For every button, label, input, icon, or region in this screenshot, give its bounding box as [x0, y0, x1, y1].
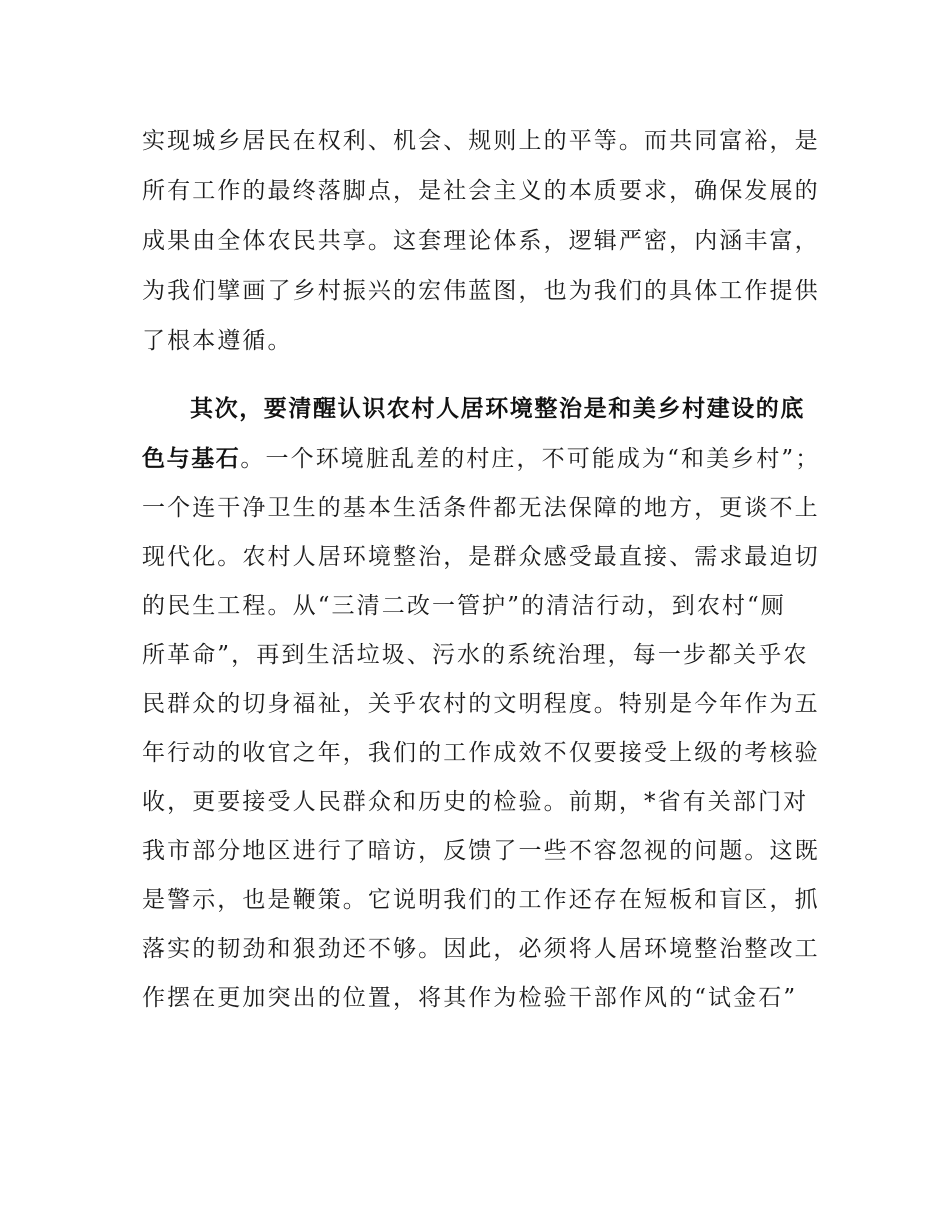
- paragraph-1-line-4: 为我们擘画了乡村振兴的宏伟蓝图，也为我们的具体工作提供: [142, 278, 820, 304]
- paragraph-2-line-3: 一个连干净卫生的基本生活条件都无法保障的地方，更谈不上: [142, 495, 820, 521]
- paragraph-2-line-13: 作摆在更加突出的位置，将其作为检验干部作风的“试金石”: [142, 985, 798, 1011]
- paragraph-2-line-5: 的民生工程。从“三清二改一管护”的清洁行动，到农村“厕: [142, 593, 786, 619]
- paragraph-2-heading-bold-end: 色与基石: [142, 446, 241, 472]
- paragraph-1-line-2: 所有工作的最终落脚点，是社会主义的本质要求，确保发展的: [142, 178, 820, 204]
- paragraph-1-line-3: 成果由全体农民共享。这套理论体系，逻辑严密，内涵丰富，: [142, 228, 820, 254]
- paragraph-2-line-11: 是警示，也是鞭策。它说明我们的工作还存在短板和盲区，抓: [142, 887, 820, 913]
- paragraph-2-line-2: [142, 444, 820, 474]
- paragraph-2-line-8: 年行动的收官之年，我们的工作成效不仅要接受上级的考核验: [142, 740, 820, 766]
- paragraph-2-line-7: 民群众的切身福祉，关乎农村的文明程度。特别是今年作为五: [142, 691, 820, 717]
- paragraph-2-line-12: 落实的韧劲和狠劲还不够。因此，必须将人居环境整治整改工: [142, 936, 820, 962]
- paragraph-2-line-2-rest: 。一个环境脏乱差的村庄，不可能成为“和美乡村”；: [240, 446, 821, 472]
- paragraph-2-heading-line-1: 其次，要清醒认识农村人居环境整治是和美乡村建设的底: [190, 396, 805, 422]
- paragraph-2-line-4: 现代化。农村人居环境整治，是群众感受最直接、需求最迫切: [142, 544, 820, 570]
- paragraph-2-line-6: 所革命”，再到生活垃圾、污水的系统治理，每一步都关乎农: [142, 642, 809, 668]
- paragraph-2-line-10: 我市部分地区进行了暗访，反馈了一些不容忽视的问题。这既: [142, 838, 820, 864]
- paragraph-2-line-9: 收，更要接受人民群众和历史的检验。前期，*省有关部门对: [142, 789, 809, 815]
- paragraph-1-line-1: 实现城乡居民在权利、机会、规则上的平等。而共同富裕，是: [142, 128, 820, 154]
- paragraph-1-line-5: 了根本遵循。: [142, 328, 293, 354]
